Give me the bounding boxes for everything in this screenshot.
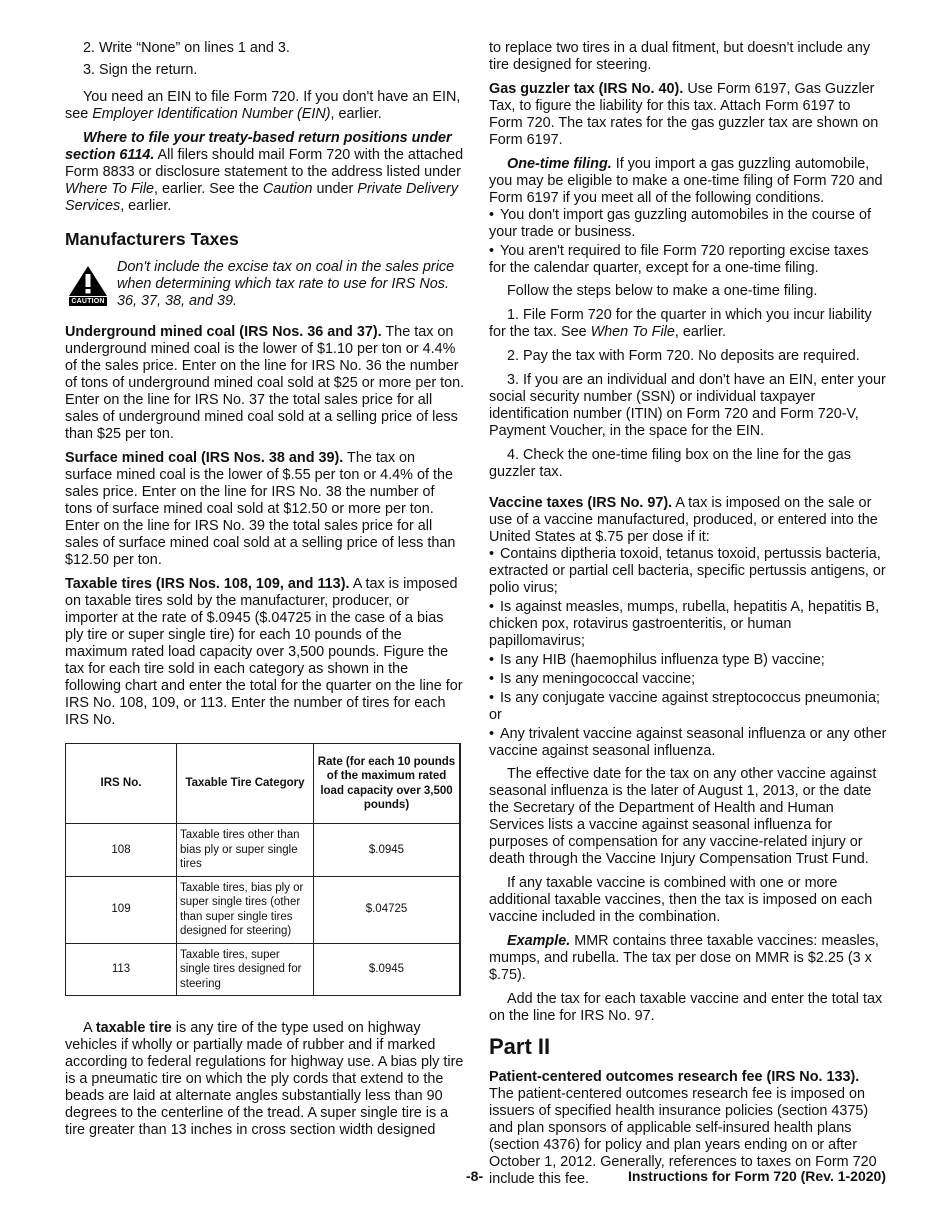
underground-coal-paragraph: Underground mined coal (IRS Nos. 36 and 37). The tax on underground mined coal is the lower of $1.10 per ton or 4.4% of the sales price. Enter on the line for IRS No. 36 the number of tons of underground mined coal sold at $25 or more per ton. Enter on the line for IRS No. 37 the total sales price for all sales of underground mined coal sold at a selling price of less than $25 per ton. [65, 324, 465, 442]
category-cell: Taxable tires, super single tires designed for steering [177, 943, 314, 996]
pcori-paragraph: Patient-centered outcomes research fee (IRS No. 133). The patient-centered outcomes research fee is imposed on issuers of specified health insurance policies (section 4375) and plan sponsors of applicable self-insured health plans (section 4376) for policy and plan years ending on or after October 1, 2012. Generally, references to taxes on Form 720 include this fee. [489, 1069, 877, 1187]
where-to-file-lead: Where to file your treaty-based return positions under section 6114. [65, 130, 452, 163]
add-tax-paragraph: Add the tax for each taxable vaccine and enter the total tax on the line for IRS No. 97. [489, 991, 883, 1024]
table-row [66, 824, 461, 877]
footer-title: Instructions for Form 720 (Rev. 1-2020) [627, 1168, 886, 1184]
irs-no-cell: 108 [66, 824, 177, 877]
caution-text: Don't include the excise tax on coal in the sales price when determining which tax rate to use for IRS Nos. 36, 37, 38, and 39. [117, 259, 455, 309]
one-time-filing-paragraph: One-time filing. If you import a gas guzzling automobile, you may be eligible to make a one-time filing of Form 720 and Form 6197 if you meet all of the following conditions. [489, 156, 883, 206]
where-to-file-paragraph: Where to file your treaty-based return positions under section 6114. All filers should mail Form 720 with the attached Form 8833 or disclosure statement to the address listed under Where To File, earlier. See the Caution under Private Delivery Services, earlier. [65, 130, 464, 214]
step-3: 3. Sign the return. [83, 62, 198, 78]
bullet-icon: • [489, 652, 495, 668]
effective-date-paragraph: The effective date for the tax on any other vaccine against seasonal influenza is the later of August 1, 2013, or the date the Secretary of the Department of Health and Human Services lists a vaccine against seasonal influenza for purposes of compensation for any vaccine-related injury or death through the Vaccine Injury Compensation Trust Fund. [489, 766, 877, 867]
bullet-icon: • [489, 599, 495, 615]
one-time-step-4: 4. Check the one-time filing box on the line for the gas guzzler tax. [489, 447, 851, 480]
continued-paragraph: to replace two tires in a dual fitment, but doesn't include any tire designed for steering. [489, 40, 871, 73]
one-time-step-3: 3. If you are an individual and don't have an EIN, enter your social security number (SSN) or individual taxpayer identification number (ITIN) on Form 720 and Form 720-V, Payment Voucher, in the space for the EIN. [489, 372, 886, 439]
list-item: • You aren't required to file Form 720 reporting excise taxes for the calendar quarter, except for a one-time filing. [489, 243, 869, 276]
section-heading: Manufacturers Taxes [65, 229, 239, 249]
list-item: • Is any HIB (haemophilus influenza type B) vaccine; [489, 652, 825, 668]
page-number: -8- [466, 1168, 484, 1184]
header-irs-no: IRS No. [66, 744, 177, 824]
one-time-step-1: 1. File Form 720 for the quarter in which you incur liability for the tax. See When To File, earlier. [489, 307, 872, 340]
rate-cell: $.0945 [314, 824, 461, 877]
step-2: 2. Write “None” on lines 1 and 3. [83, 40, 290, 56]
caution-icon [65, 265, 111, 310]
caution-label: CAUTION [71, 298, 105, 305]
irs-no-cell: 113 [66, 943, 177, 996]
vaccine-paragraph: Vaccine taxes (IRS No. 97). A tax is imposed on the sale or use of a vaccine manufactured, produced, or entered into the United States at $.75 per dose if it: [489, 495, 878, 545]
part-heading: Part II [489, 1034, 551, 1059]
table-row [66, 876, 461, 943]
bullet-icon: • [489, 726, 495, 742]
list-item: • Is any conjugate vaccine against streptococcus pneumonia; or [489, 690, 880, 723]
surface-coal-paragraph: Surface mined coal (IRS Nos. 38 and 39). The tax on surface mined coal is the lower of $.55 per ton or 4.4% of the sales price. Enter on the line for IRS No. 38 the number of tons of surface mined coal sold at $12.50 or more per ton. Enter on the line for IRS No. 39 the total sales price for all sales of surface mined coal sold at a selling price of less than $12.50 per ton. [65, 450, 456, 568]
taxable-tire-definition: A taxable tire is any tire of the type used on highway vehicles if wholly or partially made of rubber and if marked according to federal regulations for highway use. A bias ply tire is a pneumatic tire on which the ply cords that extend to the beads are laid at alternate angles substantially less than 90 degrees to the centerline of the tread. A super single tire is a tire greater than 13 inches in cross section width designed [65, 1020, 464, 1138]
tire-rate-table [65, 743, 461, 996]
one-time-step-2: 2. Pay the tax with Form 720. No deposits are required. [507, 348, 860, 364]
right-column [489, 40, 887, 1195]
bullet-icon: • [489, 690, 495, 706]
list-item: • You don't import gas guzzling automobiles in the course of your trade or business. [489, 207, 872, 240]
header-rate: Rate (for each 10 pounds of the maximum rated load capacity over 3,500 pounds) [314, 744, 461, 824]
bullet-icon: • [489, 671, 495, 687]
rate-cell: $.04725 [314, 876, 461, 943]
caution-box [65, 259, 465, 310]
left-column [65, 40, 465, 1146]
list-item: • Contains diptheria toxoid, tetanus toxoid, pertussis bacteria, extracted or partial cell bacteria, specific pertussis antigens, or polio virus; [489, 546, 886, 596]
taxable-tires-paragraph: Taxable tires (IRS Nos. 108, 109, and 113). A tax is imposed on taxable tires sold by the manufacturer, producer, or importer at the rate of $.0945 ($.04725 in the case of a bias ply tire or super single tire) for each 10 pounds of the maximum rated load capacity over 3,500 pounds. Figure the tax for each tire sold in each category as shown in the following chart and enter the total for the quarter on the line for IRS No. 108, 109, or 113. Enter the number of tires for each IRS No. [65, 576, 463, 728]
table-row [66, 943, 461, 996]
warning-triangle-icon [68, 265, 108, 297]
list-item: • Is against measles, mumps, rubella, hepatitis A, hepatitis B, chicken pox, rotavirus gastroenteritis, or human papillomavirus; [489, 599, 880, 649]
rate-cell: $.0945 [314, 943, 461, 996]
bullet-icon: • [489, 546, 495, 562]
follow-steps: Follow the steps below to make a one-time filing. [507, 283, 818, 299]
bullet-icon: • [489, 243, 495, 259]
list-item: • Any trivalent vaccine against seasonal influenza or any other vaccine against seasonal influenza. [489, 726, 887, 759]
table-header-row [66, 744, 461, 824]
category-cell: Taxable tires, bias ply or super single tires (other than super single tires designed for steering) [177, 876, 314, 943]
header-category: Taxable Tire Category [177, 744, 314, 824]
list-item: • Is any meningococcal vaccine; [489, 671, 696, 687]
irs-no-cell: 109 [66, 876, 177, 943]
combined-vaccine-paragraph: If any taxable vaccine is combined with one or more additional taxable vaccines, then the tax is imposed on each vaccine included in the combination. [489, 875, 873, 925]
category-cell: Taxable tires other than bias ply or super single tires [177, 824, 314, 877]
example-paragraph: Example. MMR contains three taxable vaccines: measles, mumps, and rubella. The tax per dose on MMR is $2.25 (3 x $.75). [489, 933, 879, 983]
ein-paragraph: You need an EIN to file Form 720. If you don't have an EIN, see Employer Identification Number (EIN), earlier. [65, 89, 461, 122]
gas-guzzler-paragraph: Gas guzzler tax (IRS No. 40). Use Form 6197, Gas Guzzler Tax, to figure the liability for this tax. Attach Form 6197 to Form 720. The tax rates for the gas guzzler tax are shown on Form 6197. [489, 81, 879, 148]
bullet-icon: • [489, 207, 495, 223]
